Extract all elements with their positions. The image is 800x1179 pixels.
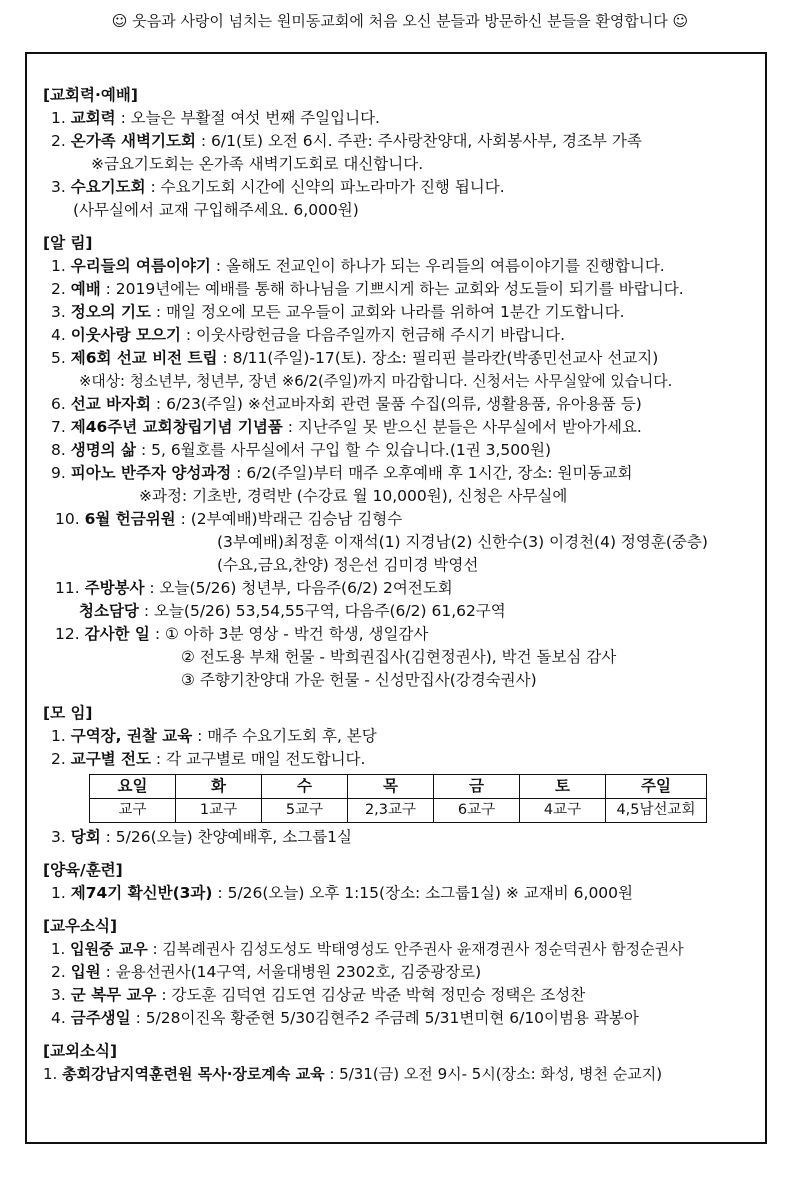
table-cell: 2,3교구 bbox=[348, 799, 434, 823]
list-item: 12. 감사한 일 : ① 아하 3분 영상 - 박건 학생, 생일감사 bbox=[55, 625, 429, 643]
note: (사무실에서 교재 구입해주세요. 6,000원) bbox=[73, 201, 359, 219]
list-item-line: ② 전도용 부채 헌물 - 박희권집사(김현정권사), 박건 돌보심 감사 bbox=[181, 648, 617, 666]
table-cell: 5교구 bbox=[262, 799, 348, 823]
note: ※과정: 기초반, 경력반 (수강료 월 10,000원), 신청은 사무실에 bbox=[139, 487, 568, 505]
section-header: [알 림] bbox=[43, 234, 93, 252]
section-meetings bbox=[43, 702, 765, 849]
table-cell: 금 bbox=[434, 775, 520, 799]
note: ※금요기도회는 온가족 새벽기도회로 대신합니다. bbox=[91, 155, 424, 173]
table-cell: 4,5남선교회 bbox=[606, 799, 707, 823]
list-item: 2. 교구별 전도 : 각 교구별로 매일 전도합니다. bbox=[51, 750, 366, 768]
list-item: 10. 6월 헌금위원 : (2부예배)박래근 김승남 김형수 bbox=[55, 510, 403, 528]
table-cell: 요일 bbox=[90, 775, 176, 799]
table-cell: 목 bbox=[348, 775, 434, 799]
section-notices bbox=[43, 232, 765, 692]
list-item: 5. 제6회 선교 비전 트립 : 8/11(주일)-17(토). 장소: 필리핀 블라칸(박종민선교사 선교지) bbox=[51, 349, 659, 367]
note: ※대상: 청소년부, 청년부, 장년 ※6/2(주일)까지 마감합니다. 신청서는 사무실앞에 있습니다. bbox=[79, 373, 673, 390]
section-outside bbox=[43, 1040, 765, 1086]
table-cell: 화 bbox=[176, 775, 262, 799]
list-item: 1. 구역장, 권찰 교육 : 매주 수요기도회 후, 본당 bbox=[51, 727, 377, 745]
list-item-line: 청소담당 : 오늘(5/26) 53,54,55구역, 다음주(6/2) 61,62구역 bbox=[79, 602, 506, 620]
table-cell: 1교구 bbox=[176, 799, 262, 823]
list-item: 3. 군 복무 교우 : 강도훈 김덕연 김도연 김상균 박준 박혁 정민승 정택은 조성찬 bbox=[51, 986, 586, 1004]
section-header: [교외소식] bbox=[43, 1042, 118, 1060]
list-item: 3. 정오의 기도 : 매일 정오에 모든 교우들이 교회와 나라를 위하여 1분간 기도합니다. bbox=[51, 303, 625, 321]
list-item: 1. 교회력 : 오늘은 부활절 여섯 번째 주일입니다. bbox=[51, 109, 380, 127]
section-members bbox=[43, 915, 765, 1030]
list-item: 1. 우리들의 여름이야기 : 올해도 전교인이 하나가 되는 우리들의 여름이야기를 진행합니다. bbox=[51, 257, 665, 275]
section-training bbox=[43, 859, 765, 905]
list-item-line: (수요,금요,찬양) 정은선 김미경 박영선 bbox=[217, 556, 479, 574]
list-item: 1. 입원중 교우 : 김복례권사 김성도성도 박태영성도 안주권사 윤재경권사 정순덕권사 함정순권사 bbox=[51, 940, 684, 958]
list-item: 4. 금주생일 : 5/28이진옥 황준현 5/30김현주2 주금례 5/31변미현 6/10이범용 곽봉아 bbox=[51, 1009, 639, 1027]
list-item: 7. 제46주년 교회창립기념 기념품 : 지난주일 못 받으신 분들은 사무실에서 받아가세요. bbox=[51, 418, 642, 436]
table-cell: 6교구 bbox=[434, 799, 520, 823]
list-item: 4. 이웃사랑 모으기 : 이웃사랑헌금을 다음주일까지 헌금해 주시기 바랍니다. bbox=[51, 326, 566, 344]
bulletin-box bbox=[25, 52, 767, 1144]
list-item: 3. 당회 : 5/26(오늘) 찬양예배후, 소그룹1실 bbox=[51, 828, 353, 846]
welcome-banner: ☺ 웃음과 사랑이 넘치는 원미동교회에 처음 오신 분들과 방문하신 분들을 환영합니다 ☺ bbox=[111, 12, 689, 30]
list-item: 2. 온가족 새벽기도회 : 6/1(토) 오전 6시. 주관: 주사랑찬양대, 사회봉사부, 경조부 가족 bbox=[51, 132, 642, 150]
list-item: 11. 주방봉사 : 오늘(5/26) 청년부, 다음주(6/2) 2여전도회 bbox=[55, 579, 453, 597]
table-cell: 4교구 bbox=[520, 799, 606, 823]
list-item: 2. 예배 : 2019년에는 예배를 통해 하나님을 기쁘시게 하는 교회와 성도들이 되기를 바랍니다. bbox=[51, 280, 684, 298]
list-item: 1. 총회강남지역훈련원 목사·장로계속 교육 : 5/31(금) 오전 9시- 5시(장소: 화성, 병천 순교지) bbox=[43, 1065, 663, 1083]
list-item: 2. 입원 : 윤용선권사(14구역, 서울대병원 2302호, 김중광장로) bbox=[51, 963, 482, 981]
table-cell: 교구 bbox=[90, 799, 176, 823]
list-item-line: ③ 주향기찬양대 가운 헌물 - 신성만집사(강경숙권사) bbox=[181, 671, 537, 689]
table-row bbox=[90, 775, 707, 799]
table-row bbox=[90, 799, 707, 823]
list-item-line: (3부예배)최정훈 이재석(1) 지경남(2) 신한수(3) 이경천(4) 정영훈(중층) bbox=[217, 533, 708, 551]
list-item: 6. 선교 바자회 : 6/23(주일) ※선교바자회 관련 물품 수집(의류, 생활용품, 유아용품 등) bbox=[51, 395, 642, 413]
section-header: [교우소식] bbox=[43, 917, 118, 935]
list-item: 9. 피아노 반주자 양성과정 : 6/2(주일)부터 매주 오후예배 후 1시간, 장소: 원미동교회 bbox=[51, 464, 633, 482]
list-item: 1. 제74기 확신반(3과) : 5/26(오늘) 오후 1:15(장소: 소그룹1실) ※ 교재비 6,000원 bbox=[51, 884, 634, 902]
table-cell: 수 bbox=[262, 775, 348, 799]
table-cell: 토 bbox=[520, 775, 606, 799]
section-header: [양육/훈련] bbox=[43, 861, 123, 879]
evangelism-schedule-table bbox=[89, 774, 707, 823]
section-calendar bbox=[43, 84, 765, 222]
table-cell: 주일 bbox=[606, 775, 707, 799]
section-header: [교회력·예배] bbox=[43, 86, 138, 104]
list-item: 3. 수요기도회 : 수요기도회 시간에 신약의 파노라마가 진행 됩니다. bbox=[51, 178, 505, 196]
list-item: 8. 생명의 삶 : 5, 6월호를 사무실에서 구입 할 수 있습니다.(1권 3,500원) bbox=[51, 441, 552, 459]
section-header: [모 임] bbox=[43, 704, 93, 722]
